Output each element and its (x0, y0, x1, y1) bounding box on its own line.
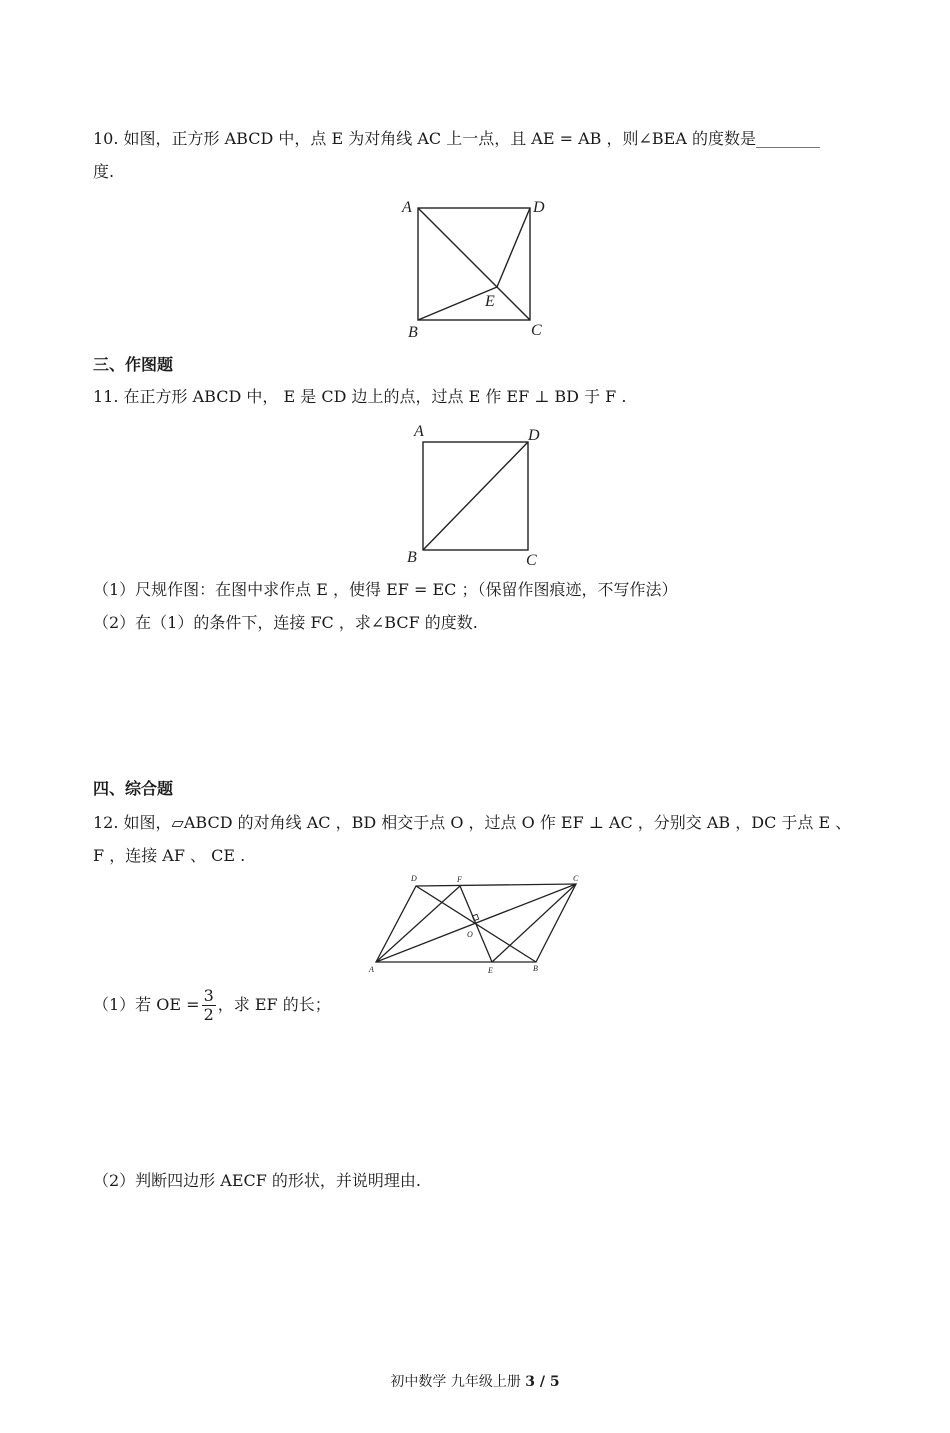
q12-part1 (93, 985, 331, 1025)
q12-segment-af (376, 886, 460, 962)
q12-part1-fraction (202, 987, 216, 1024)
q10-figure (400, 196, 560, 346)
section4-title: 四、综合题 (93, 779, 174, 798)
q10-label-c: C (531, 322, 542, 339)
q12-figure (364, 870, 594, 980)
q11-label-b: B (407, 549, 417, 566)
q12-label-o: O (467, 930, 473, 939)
q12-part1-suffix: ，求 EF 的长； (217, 995, 331, 1014)
q11-diagonal-bd (423, 442, 528, 550)
page-number: 3 / 5 (525, 1374, 560, 1390)
q12-fraction-denominator: 2 (203, 1005, 214, 1024)
q10-diagonal-ac (418, 208, 530, 320)
q12-label-e: E (488, 966, 493, 975)
q12-fraction-numerator: 3 (203, 986, 214, 1005)
q12-parallelogram-diagram (364, 870, 594, 980)
q10-stem-line1: 10. 如图，正方形 ABCD 中，点 E 为对角线 AC 上一点，且 AE = AB ，则∠BEA 的度数是________ (93, 129, 820, 148)
q12-label-f: F (457, 875, 462, 884)
q12-label-b: B (533, 964, 538, 973)
q10-segment-de (497, 208, 530, 287)
q12-stem-line1: 12. 如图，▱ABCD 的对角线 AC ，BD 相交于点 O ，过点 O 作 EF ⊥ AC ，分别交 AB ，DC 于点 E 、 (93, 813, 852, 832)
q12-label-c: C (573, 874, 579, 883)
section3-title: 三、作图题 (93, 355, 174, 374)
q12-segment-ef (460, 886, 492, 962)
q11-part2: （2）在（1）的条件下，连接 FC ，求∠BCF 的度数. (93, 613, 478, 632)
footer-text: 初中数学 九年级上册 (390, 1374, 521, 1390)
q10-label-e: E (485, 293, 495, 310)
q12-right-angle-mark (472, 914, 478, 920)
q12-stem-line2: F ，连接 AF 、 CE . (93, 846, 246, 865)
q12-label-a: A (369, 965, 374, 974)
q11-label-d: D (528, 427, 540, 444)
q12-part2: （2）判断四边形 AECF 的形状，并说明理由. (93, 1171, 422, 1190)
q11-stem: 11. 在正方形 ABCD 中， E 是 CD 边上的点，过点 E 作 EF ⊥ BD 于 F . (93, 387, 627, 406)
q11-label-a: A (414, 423, 424, 440)
q11-label-c: C (526, 552, 537, 569)
q10-label-a: A (402, 199, 412, 216)
q12-part1-prefix: （1）若 OE = (93, 995, 200, 1014)
q12-label-d: D (411, 874, 417, 883)
page-footer (0, 1371, 950, 1391)
q11-figure (404, 420, 554, 570)
q11-part1: （1）尺规作图：在图中求作点 E ，使得 EF = EC ；（保留作图痕迹，不写作法） (93, 580, 678, 599)
q12-segment-ce (492, 884, 576, 962)
q10-label-b: B (408, 324, 418, 341)
q11-square-diagram (404, 420, 554, 570)
q10-label-d: D (533, 199, 545, 216)
q10-square-diagram (400, 196, 560, 346)
q10-stem-line2: 度. (93, 162, 115, 181)
